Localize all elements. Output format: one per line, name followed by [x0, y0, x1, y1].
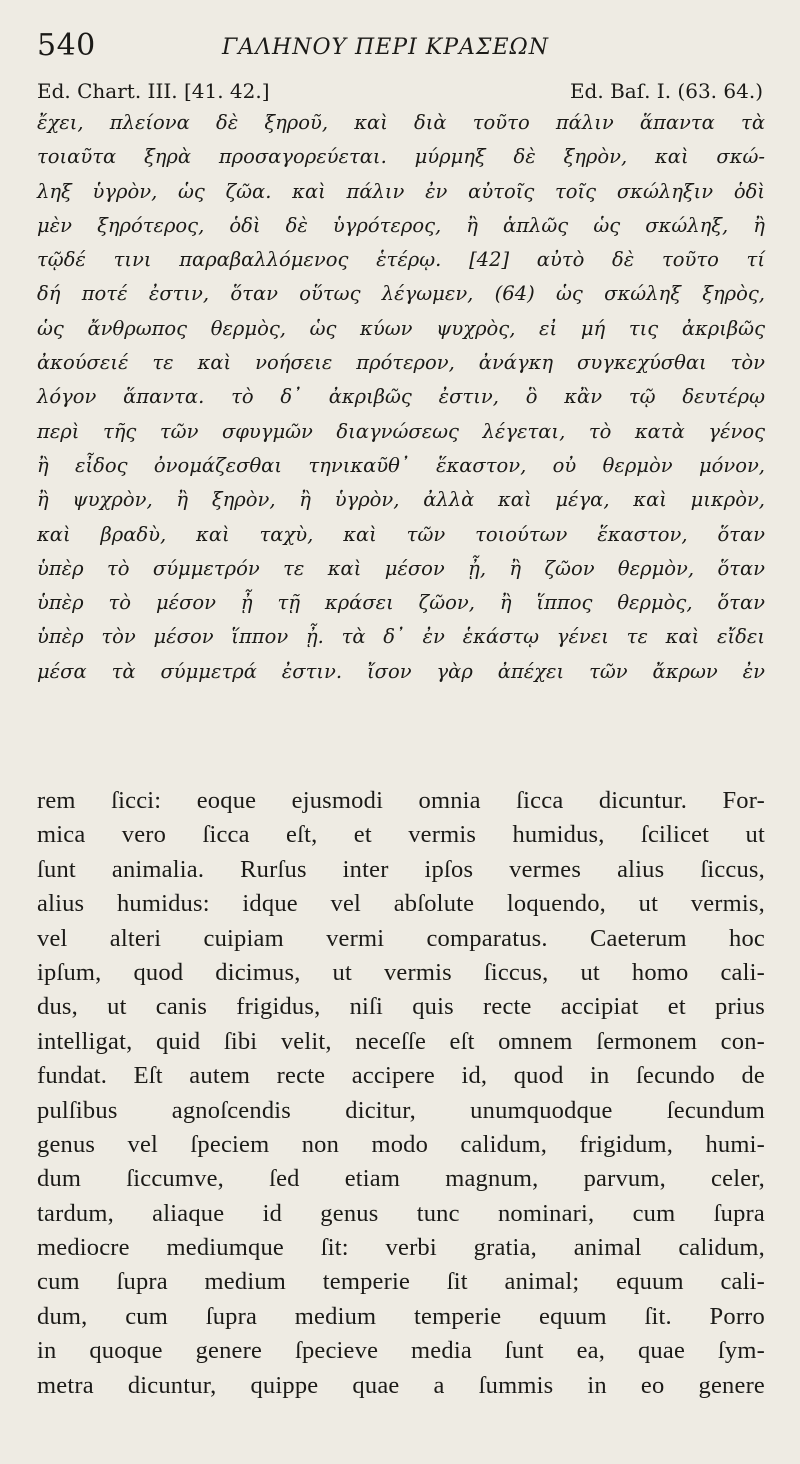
greek-line: περὶ τῆς τῶν σφυγμῶν διαγνώσεως λέγεται, τὸ κατὰ γένος — [37, 419, 765, 443]
latin-line: vel alteri cuipiam vermi comparatus. Caeterum hoc — [37, 924, 765, 952]
latin-line: ſunt animalia. Rurſus inter ipſos vermes alius ſiccus, — [37, 855, 765, 883]
running-head: ΓΑΛΗΝΟΥ ΠΕΡΙ ΚΡΑΣΕΩΝ — [222, 35, 549, 60]
greek-line: ἢ εἶδος ὀνομάζεσθαι τηνικαῦθ᾽ ἕκαστον, οὐ θερμὸν μόνον, — [37, 453, 765, 477]
greek-line: μὲν ξηρότερος, ὁδὶ δὲ ὑγρότερος, ἢ ἁπλῶς ὡς σκώληξ, ἢ — [37, 213, 765, 237]
latin-line: intelligat, quid ſibi velit, neceſſe eſt omnem ſermonem con- — [37, 1027, 765, 1055]
greek-line: ὑπὲρ τὸν μέσον ἵππον ᾖ. τὰ δ᾽ ἐν ἑκάστῳ γένει τε καὶ εἴδει — [37, 625, 765, 649]
latin-line: tardum, aliaque id genus tunc nominari, cum ſupra — [37, 1199, 765, 1227]
latin-line: dus, ut canis frigidus, niſi quis recte accipiat et prius — [37, 993, 765, 1021]
latin-line: dum, cum ſupra medium temperie equum ſit. Porro — [37, 1302, 765, 1330]
greek-text-block — [37, 106, 765, 689]
latin-line: mica vero ſicca eſt, et vermis humidus, ſcilicet ut — [37, 821, 765, 849]
latin-line: genus vel ſpeciem non modo calidum, frigidum, humi- — [37, 1130, 765, 1158]
greek-line: ἀκούσειέ τε καὶ νοήσειε πρότερον, ἀνάγκη συγκεχύσθαι τὸν — [37, 351, 765, 375]
greek-line: τοιαῦτα ξηρὰ προσαγορεύεται. μύρμηξ δὲ ξηρὸν, καὶ σκώ- — [37, 145, 765, 169]
greek-line: ὑπὲρ τὸ μέσον ᾖ τῇ κράσει ζῶον, ἢ ἵππος θερμὸς, ὅταν — [37, 591, 765, 615]
latin-line: pulſibus agnoſcendis dicitur, unumquodque ſecundum — [37, 1096, 765, 1124]
greek-line: δή ποτέ ἐστιν, ὅταν οὕτως λέγωμεν, (64) ὡς σκώληξ ξηρὸς, — [37, 282, 765, 306]
greek-line: ὡς ἄνθρωπος θερμὸς, ὡς κύων ψυχρὸς, εἰ μή τις ἀκριβῶς — [37, 316, 765, 340]
greek-line: ληξ ὑγρὸν, ὡς ζῶα. καὶ πάλιν ἐν αὐτοῖς τοῖς σκώληξιν ὁδὶ — [37, 179, 765, 203]
latin-line: dum ſiccumve, ſed etiam magnum, parvum, celer, — [37, 1165, 765, 1193]
greek-line: τῷδέ τινι παραβαλλόμενος ἑτέρῳ. [42] αὐτὸ δὲ τοῦτο τί — [37, 248, 765, 272]
greek-line: ὑπὲρ τὸ σύμμετρόν τε καὶ μέσον ᾖ, ἢ ζῶον θερμὸν, ὅταν — [37, 556, 765, 580]
latin-line: fundat. Eſt autem recte accipere id, quod in ſecundo de — [37, 1062, 765, 1090]
greek-line: καὶ βραδὺ, καὶ ταχὺ, καὶ τῶν τοιούτων ἕκαστον, ὅταν — [37, 522, 765, 546]
greek-line: μέσα τὰ σύμμετρά ἐστιν. ἴσον γὰρ ἀπέχει τῶν ἄκρων ἐν — [37, 659, 765, 683]
latin-line: rem ſicci: eoque ejusmodi omnia ſicca dicuntur. For- — [37, 787, 765, 814]
latin-line: mediocre mediumque ſit: verbi gratia, animal calidum, — [37, 1234, 765, 1262]
edition-reference-right: Ed. Baſ. I. (63. 64.) — [569, 79, 763, 103]
latin-text-block — [37, 784, 765, 1403]
greek-line: ἢ ψυχρὸν, ἢ ξηρὸν, ἢ ὑγρὸν, ἀλλὰ καὶ μέγα, καὶ μικρὸν, — [37, 488, 765, 512]
greek-line: λόγον ἅπαντα. τὸ δ᾽ ἀκριβῶς ἐστιν, ὃ κἂν τῷ δευτέρῳ — [37, 385, 765, 409]
edition-reference-left: Ed. Chart. III. [41. 42.] — [37, 79, 270, 103]
latin-line: alius humidus: idque vel abſolute loquendo, ut vermis, — [37, 890, 765, 918]
latin-line: ipſum, quod dicimus, ut vermis ſiccus, ut homo cali- — [37, 958, 765, 986]
page-number: 540 — [37, 28, 96, 63]
latin-line: metra dicuntur, quippe quae a ſummis in eo genere — [37, 1371, 765, 1399]
latin-line: cum ſupra medium temperie ſit animal; equum cali- — [37, 1268, 765, 1296]
greek-line: ἔχει, πλείονα δὲ ξηροῦ, καὶ διὰ τοῦτο πάλιν ἅπαντα τὰ — [37, 111, 765, 134]
latin-line: in quoque genere ſpecieve media ſunt ea, quae ſym- — [37, 1337, 765, 1365]
